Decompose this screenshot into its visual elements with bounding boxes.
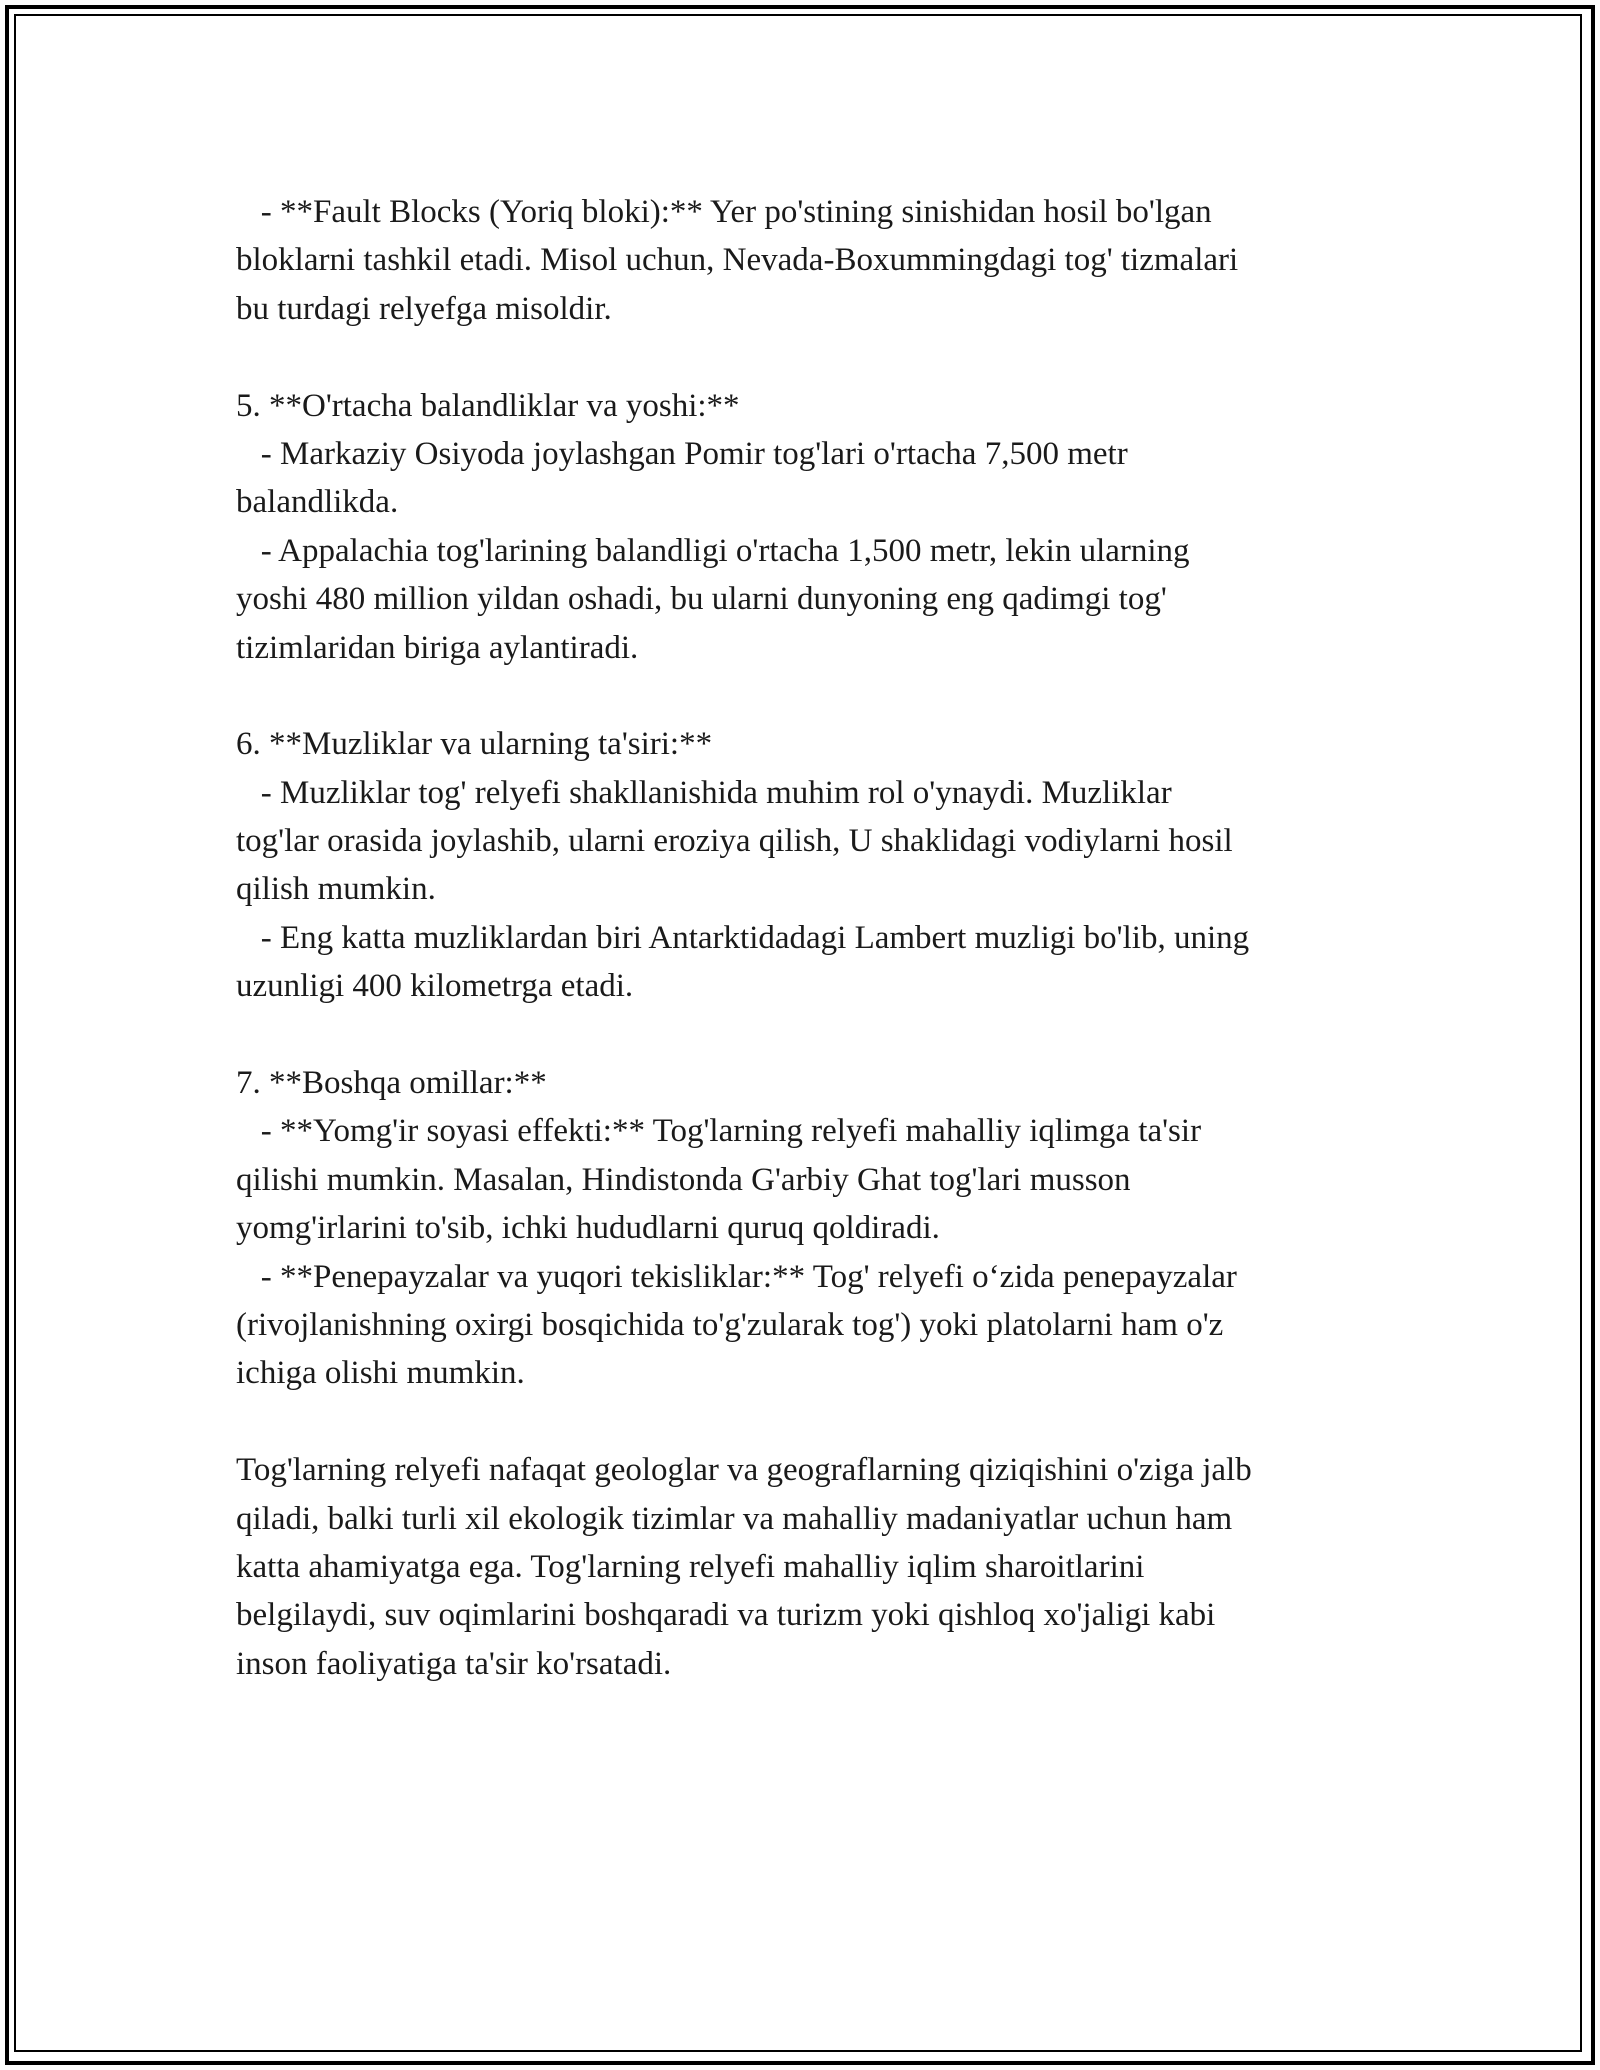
section-heading: 7. **Boshqa omillar:** [236, 1065, 547, 1102]
text-line: ichiga olishi mumkin. [236, 1355, 525, 1392]
paragraph-spacer [236, 1398, 1396, 1446]
paragraph-conclusion [236, 1446, 1396, 1688]
text-line: qilishi mumkin. Masalan, Hindistonda G'arbiy Ghat tog'lari musson [236, 1161, 1131, 1198]
text-line: - Appalachia tog'larining balandligi o'rtacha 1,500 metr, lekin ularning [236, 532, 1190, 569]
text-line: katta ahamiyatga ega. Tog'larning relyefi mahalliy iqlim sharoitlarini [236, 1548, 1145, 1585]
text-line: yoshi 480 million yildan oshadi, bu ularni dunyoning eng qadimgi tog' [236, 581, 1167, 618]
text-line: inson faoliyatiga ta'sir ko'rsatadi. [236, 1645, 672, 1682]
paragraph-spacer [236, 672, 1396, 720]
text-line: - **Yomg'ir soyasi effekti:** Tog'larning relyefi mahalliy iqlimga ta'sir [236, 1113, 1202, 1150]
paragraph-spacer [236, 333, 1396, 381]
text-line: - Eng katta muzliklardan biri Antarktidadagi Lambert muzligi bo'lib, uning [236, 919, 1250, 956]
section-5-heights-and-age [236, 382, 1396, 672]
text-line: bloklarni tashkil etadi. Misol uchun, Nevada-Boxummingdagi tog' tizmalari [236, 242, 1239, 279]
text-line: - Markaziy Osiyoda joylashgan Pomir tog'lari o'rtacha 7,500 metr [236, 435, 1128, 472]
text-line: qilish mumkin. [236, 871, 436, 908]
text-line: - **Penepayzalar va yuqori tekisliklar:** Tog' relyefi o‘zida penepayzalar [236, 1258, 1237, 1295]
text-line: qiladi, balki turli xil ekologik tizimlar va mahalliy madaniyatlar uchun ham [236, 1500, 1233, 1537]
text-line: tog'lar orasida joylashib, ularni eroziya qilish, U shaklidagi vodiylarni hosil [236, 823, 1233, 860]
text-line: tizimlaridan biriga aylantiradi. [236, 629, 639, 666]
section-7-other-factors [236, 1059, 1396, 1398]
text-line: bu turdagi relyefga misoldir. [236, 290, 612, 327]
text-line: Tog'larning relyefi nafaqat geologlar va geograflarning qiziqishini o'ziga jalb [236, 1452, 1252, 1489]
text-line: belgilaydi, suv oqimlarini boshqaradi va turizm yoki qishloq xo'jaligi kabi [236, 1597, 1216, 1634]
paragraph-fault-blocks [236, 188, 1396, 333]
text-line: - Muzliklar tog' relyefi shakllanishida muhim rol o'ynaydi. Muzliklar [236, 774, 1172, 811]
section-heading: 5. **O'rtacha balandliklar va yoshi:** [236, 387, 740, 424]
section-heading: 6. **Muzliklar va ularning ta'siri:** [236, 726, 713, 763]
section-6-glaciers [236, 720, 1396, 1010]
text-line: uzunligi 400 kilometrga etadi. [236, 968, 634, 1005]
paragraph-spacer [236, 1011, 1396, 1059]
text-line: (rivojlanishning oxirgi bosqichida to'g'zularak tog') yoki platolarni ham o'z [236, 1306, 1224, 1343]
text-line: - **Fault Blocks (Yoriq bloki):** Yer po'stining sinishidan hosil bo'lgan [236, 194, 1212, 230]
document-body [236, 188, 1396, 1688]
text-line: balandlikda. [236, 484, 399, 521]
text-line: yomg'irlarini to'sib, ichki hududlarni quruq qoldiradi. [236, 1210, 940, 1247]
